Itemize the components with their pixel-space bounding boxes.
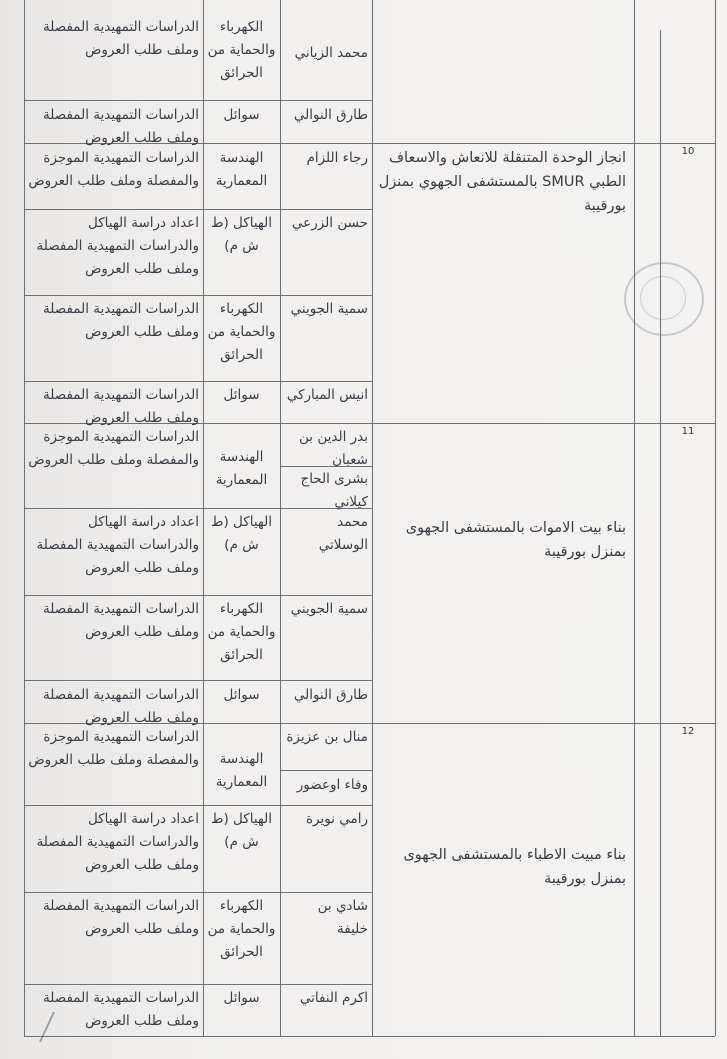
person-name: بدر الدين بن شعبان [299,429,368,468]
specialty: سوائل [223,687,260,703]
person-name: رامي نويرة [305,811,368,827]
task: الدراسات التمهيدية المفصلة وملف طلب العروض [43,387,199,426]
specialty: الكهرباء والحماية من الحرائق [207,898,276,960]
column-divider [634,0,635,1036]
specialty: الهياكل (ط ش م) [211,215,272,254]
document-page [8,0,727,1059]
row-divider [24,984,372,985]
person-name: طارق النوالي [293,687,368,703]
person-name: بشرى الحاج كيلاني [300,471,368,510]
task: الدراسات التمهيدية المفصلة وملف طلب العروض [43,687,199,726]
project-title: بناء بيت الاموات بالمستشفى الجهوى بمنزل بورقيبة [405,520,626,560]
specialty: سوائل [223,990,260,1006]
row-divider [24,595,372,596]
specialty: الهندسة المعمارية [215,150,268,189]
task: الدراسات التمهيدية الموجزة والمفصلة وملف طلب العروض [28,429,199,468]
row-divider [24,680,372,681]
person-name: محمد الزياني [294,45,368,61]
task: الدراسات التمهيدية المفصلة وملف طلب العروض [43,601,199,640]
specialty: الهندسة المعمارية [215,449,268,488]
row-divider [24,100,372,101]
person-name: سمية الجويني [290,601,368,617]
person-name: شادي بن خليفة [317,898,368,937]
task: الدراسات التمهيدية المفصلة وملف طلب العروض [43,19,199,58]
row-divider [280,770,372,771]
task: الدراسات التمهيدية المفصلة وملف طلب العروض [43,107,199,146]
task: اعداد دراسة الهياكل والدراسات التمهيدية المفصلة وملف طلب العروض [36,811,199,873]
person-name: طارق النوالي [293,107,368,123]
specialty: الهياكل (ط ش م) [211,514,272,553]
project-title: بناء مبيت الاطباء بالمستشفى الجهوى بمنزل بورقيبة [403,847,626,887]
row-divider [24,381,372,382]
project-number: 11 [681,426,695,437]
task: الدراسات التمهيدية المفصلة وملف طلب العروض [43,990,199,1029]
person-name: انيس المباركي [286,387,368,403]
row-divider [24,209,372,210]
task: الدراسات التمهيدية المفصلة وملف طلب العروض [43,898,199,937]
specialty: الهياكل (ط ش م) [211,811,272,850]
specialty: سوائل [223,387,260,403]
column-divider [660,30,661,1036]
table-border-right [715,0,716,1036]
person-name: حسن الزرعي [291,215,368,231]
project-number: 12 [681,726,695,737]
project-title: انجاز الوحدة المتنقلة للانعاش والاسعاف الطبي SMUR بالمستشفى الجهوي بمنزل بورقيبة [378,150,626,214]
table-border-bottom [24,1036,715,1037]
row-divider [24,892,372,893]
person-name: منال بن عزيزة [286,729,368,745]
person-name: وفاء اوعضور [296,777,368,793]
person-name: محمد الوسلاتي [318,514,368,553]
task: اعداد دراسة الهياكل والدراسات التمهيدية المفصلة وملف طلب العروض [36,215,199,277]
specialty: الكهرباء والحماية من الحرائق [207,301,276,363]
project-number: 10 [681,146,695,157]
person-name: رجاء اللزام [306,150,368,166]
task: الدراسات التمهيدية الموجزة والمفصلة وملف طلب العروض [28,150,199,189]
person-name: سمية الجويني [290,301,368,317]
specialty: الكهرباء والحماية من الحرائق [207,601,276,663]
specialty: الهندسة المعمارية [215,751,268,790]
official-stamp [624,262,704,336]
row-divider [24,295,372,296]
specialty: الكهرباء والحماية من الحرائق [207,19,276,81]
specialty: سوائل [223,107,260,123]
person-name: اكرم النفاتي [299,990,368,1006]
task: الدراسات التمهيدية الموجزة والمفصلة وملف طلب العروض [28,729,199,768]
task: اعداد دراسة الهياكل والدراسات التمهيدية المفصلة وملف طلب العروض [36,514,199,576]
row-divider [24,805,372,806]
task: الدراسات التمهيدية المفصلة وملف طلب العروض [43,301,199,340]
